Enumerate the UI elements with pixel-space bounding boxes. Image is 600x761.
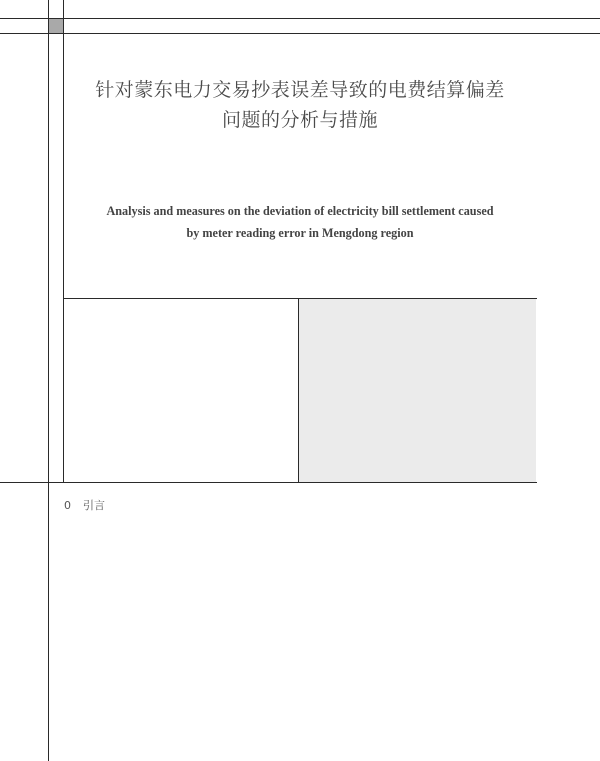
english-title bbox=[64, 200, 536, 244]
chinese-title bbox=[64, 75, 536, 135]
shaded-panel bbox=[299, 299, 536, 482]
section-number: 0 bbox=[64, 499, 71, 512]
english-title-line-1: Analysis and measures on the deviation of electricity bill settlement caused bbox=[106, 204, 494, 218]
section-heading bbox=[64, 497, 105, 513]
corner-marker bbox=[49, 19, 63, 33]
header-rule bbox=[0, 33, 600, 34]
chinese-title-line-1: 针对蒙东电力交易抄表误差导致的电费结算偏差 bbox=[95, 79, 505, 101]
chinese-title-line-2: 问题的分析与措施 bbox=[221, 109, 378, 131]
english-title-line-2: by meter reading error in Mengdong region bbox=[186, 226, 414, 240]
panel-bottom-rule bbox=[0, 482, 537, 483]
top-rule bbox=[0, 18, 600, 19]
panel-divider bbox=[298, 298, 299, 483]
left-margin-line-outer bbox=[48, 0, 49, 761]
section-title: 引言 bbox=[83, 499, 105, 512]
